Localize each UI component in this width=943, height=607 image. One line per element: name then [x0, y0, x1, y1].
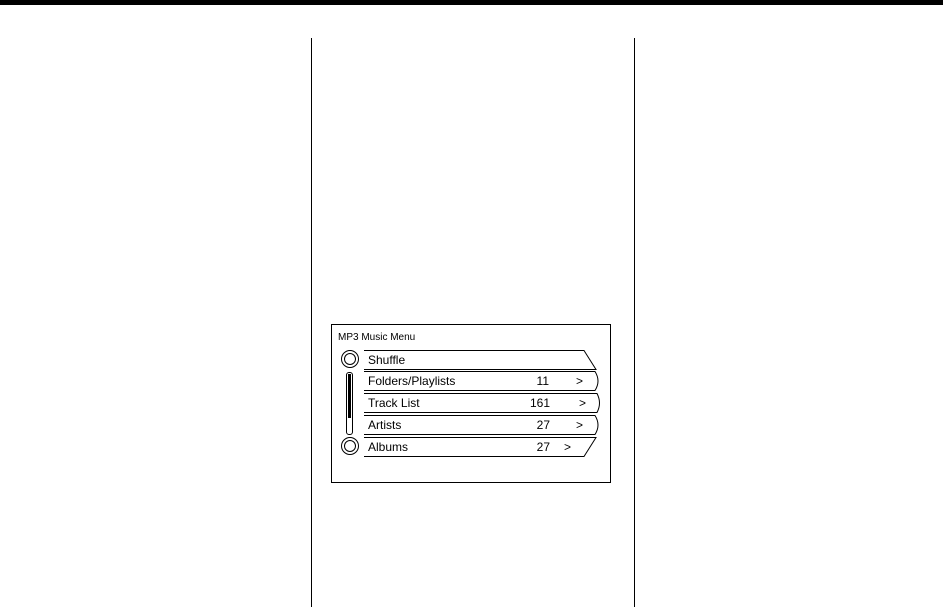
menu-title: MP3 Music Menu — [338, 332, 416, 343]
menu-item-track-list[interactable] — [364, 393, 602, 413]
menu-item-label: Folders/Playlists — [368, 374, 456, 388]
menu-item-label: Shuffle — [368, 353, 406, 367]
column-divider-right — [634, 38, 635, 607]
scrollbar[interactable] — [346, 372, 353, 435]
chevron-right-icon: > — [576, 374, 584, 388]
scrollbar-thumb[interactable] — [348, 374, 351, 418]
menu-item-count: 161 — [529, 396, 550, 410]
menu-item-count: 27 — [536, 440, 550, 454]
page-top-rule — [0, 0, 943, 5]
menu-item-artists[interactable] — [364, 415, 600, 435]
chevron-right-icon: > — [576, 418, 584, 432]
menu-item-count: 11 — [536, 374, 549, 388]
scroll-up-button[interactable] — [341, 350, 359, 368]
mp3-music-menu-screen — [331, 324, 611, 483]
menu-item-albums[interactable] — [364, 437, 596, 457]
menu-item-folders-playlists[interactable] — [364, 371, 600, 391]
column-divider-left — [311, 38, 312, 607]
menu-item-count: 27 — [536, 418, 550, 432]
menu-item-shuffle[interactable] — [364, 350, 596, 370]
chevron-right-icon: > — [564, 440, 572, 454]
menu-item-label: Albums — [368, 440, 409, 454]
scroll-down-button[interactable] — [341, 437, 359, 455]
menu-item-label: Artists — [368, 418, 402, 432]
chevron-right-icon: > — [579, 396, 587, 410]
menu-item-label: Track List — [368, 396, 420, 410]
